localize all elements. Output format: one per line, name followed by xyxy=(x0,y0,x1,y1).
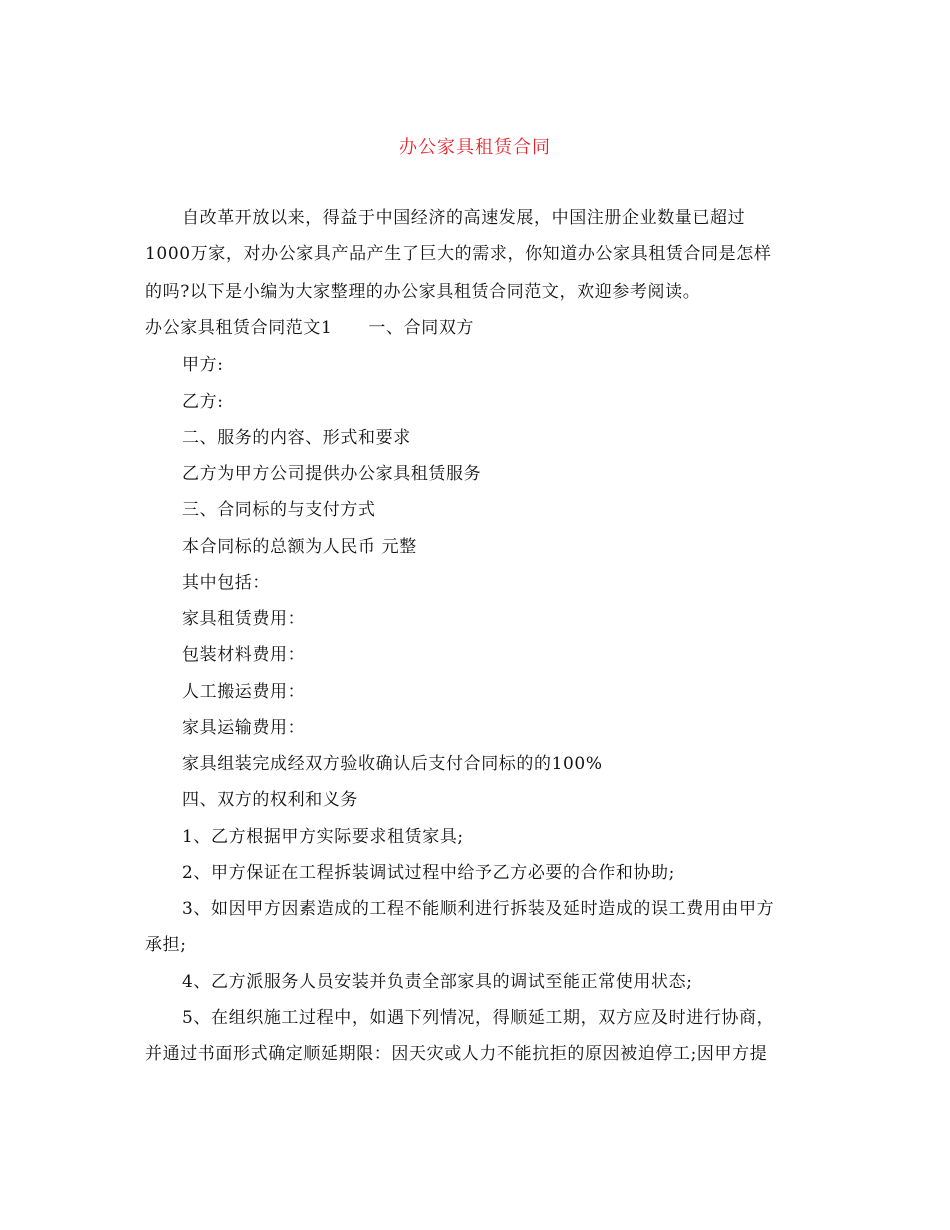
fee-labor: 人工搬运费用： xyxy=(182,682,306,702)
payment-terms: 家具组装完成经双方验收确认后支付合同标的的100% xyxy=(182,754,603,774)
obligation-item-3-line-1: 3、如因甲方因素造成的工程不能顺利进行拆装及延时造成的误工费用由甲方 xyxy=(182,899,775,919)
obligation-item-5-line-1: 5、在组织施工过程中，如遇下列情况，得顺延工期，双方应及时进行协商， xyxy=(182,1008,775,1028)
intro-line-1: 自改革开放以来，得益于中国经济的高速发展，中国注册企业数量已超过 xyxy=(182,208,746,228)
service-description: 乙方为甲方公司提供办公家具租赁服务 xyxy=(182,464,482,484)
intro-line-3: 的吗?以下是小编为大家整理的办公家具租赁合同范文，欢迎参考阅读。 xyxy=(145,282,701,302)
obligation-item-2: 2、甲方保证在工程拆装调试过程中给予乙方必要的合作和协助; xyxy=(182,863,675,883)
section-3-heading: 三、合同标的与支付方式 xyxy=(182,500,376,520)
contract-total: 本合同标的总额为人民币 元整 xyxy=(182,537,417,557)
section-4-heading: 四、双方的权利和义务 xyxy=(182,790,358,810)
section-2-heading: 二、服务的内容、形式和要求 xyxy=(182,428,411,448)
obligation-item-3-line-2: 承担; xyxy=(145,935,187,955)
party-a-label: 甲方: xyxy=(182,355,224,375)
sample-heading: 办公家具租赁合同范文1 xyxy=(145,318,333,338)
fee-rent: 家具租赁费用： xyxy=(182,609,306,629)
obligation-item-4: 4、乙方派服务人员安装并负责全部家具的调试至能正常使用状态; xyxy=(182,972,693,992)
includes-label: 其中包括： xyxy=(182,573,270,593)
obligation-item-1: 1、乙方根据甲方实际要求租赁家具; xyxy=(182,827,464,847)
document-title: 办公家具租赁合同 xyxy=(399,137,551,158)
obligation-item-5-line-2: 并通过书面形式确定顺延期限：因天灾或人力不能抗拒的原因被迫停工;因甲方提 xyxy=(145,1044,768,1064)
intro-line-2: 1000万家，对办公家具产品产生了巨大的需求，你知道办公家具租赁合同是怎样 xyxy=(145,244,772,264)
section-1-heading: 一、合同双方 xyxy=(368,318,475,338)
sample-heading-line xyxy=(145,316,805,340)
party-b-label: 乙方: xyxy=(182,392,224,412)
fee-transport: 家具运输费用： xyxy=(182,718,306,738)
fee-packing: 包装材料费用： xyxy=(182,645,306,665)
